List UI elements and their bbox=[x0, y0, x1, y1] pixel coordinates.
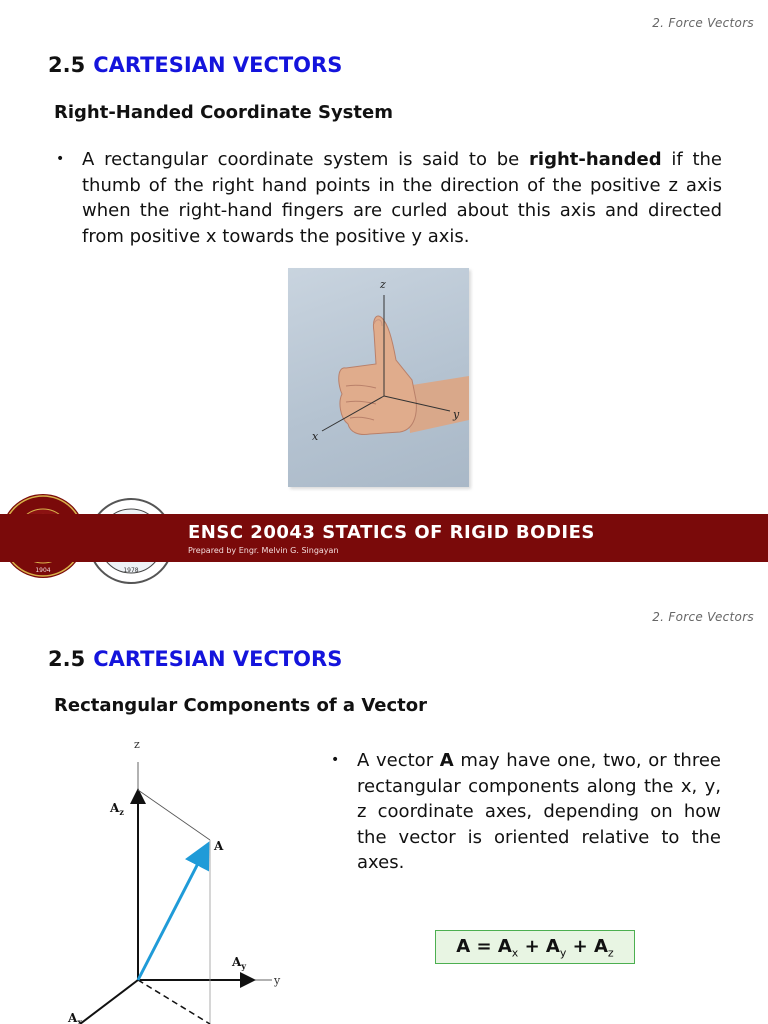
course-banner bbox=[0, 514, 768, 562]
bullet-dot-icon: • bbox=[56, 151, 65, 167]
equation-sub: z bbox=[607, 946, 614, 960]
bullet-text-2: if the thumb of the right hand points in the direction of the positive z axis when the right-hand fingers are curled about this axis and directed from positive x towards the positive y axis. bbox=[82, 149, 722, 247]
course-title: ENSC 20043 STATICS OF RIGID BODIES bbox=[188, 522, 595, 543]
axis-label-z: z bbox=[134, 738, 140, 751]
section-heading bbox=[48, 647, 342, 671]
prepared-by: Prepared by Engr. Melvin G. Singayan bbox=[188, 546, 339, 555]
chapter-label: 2. Force Vectors bbox=[652, 610, 754, 624]
equation-sub: y bbox=[559, 946, 567, 960]
axis-label-x: x bbox=[312, 430, 319, 443]
bullet-paragraph bbox=[331, 748, 721, 876]
equation-part: A = A bbox=[456, 936, 512, 957]
section-title: CARTESIAN VECTORS bbox=[93, 647, 343, 671]
bullet-bold-term: right-handed bbox=[529, 149, 662, 170]
vector-components-figure bbox=[60, 734, 300, 1024]
component-label-Az: $A_z$ bbox=[110, 801, 124, 817]
slide-rectangular-components bbox=[0, 594, 768, 1024]
seal-year: 1904 bbox=[35, 567, 51, 574]
component-label-Ax: $A_x$ bbox=[68, 1011, 83, 1024]
dept-seal-year: 1978 bbox=[123, 567, 139, 574]
bullet-dot-icon: • bbox=[331, 752, 340, 768]
equation-part: + A bbox=[566, 936, 608, 957]
axis-label-y: y bbox=[274, 974, 281, 987]
bullet-text-2: may have one, two, or three rectangular components along the x, y, z coordinate axes, depending on how the vector is oriented relative to the axes. bbox=[357, 750, 721, 873]
section-number: 2.5 bbox=[48, 53, 86, 77]
axis-label-y: y bbox=[453, 408, 460, 421]
axis-label-z: z bbox=[380, 278, 386, 291]
component-label-Ay: $A_y$ bbox=[232, 955, 246, 971]
bullet-bold-term: A bbox=[439, 750, 454, 771]
bullet-text-1: A rectangular coordinate system is said to be bbox=[82, 149, 530, 170]
section-heading bbox=[48, 53, 342, 77]
section-title: CARTESIAN VECTORS bbox=[93, 53, 343, 77]
slide-subtitle: Rectangular Components of a Vector bbox=[54, 695, 428, 716]
equation-sub: x bbox=[511, 946, 519, 960]
bullet-paragraph bbox=[56, 147, 722, 249]
right-hand-photo bbox=[288, 268, 469, 487]
chapter-label: 2. Force Vectors bbox=[652, 16, 754, 30]
vector-equation-box bbox=[435, 930, 635, 964]
vector-label-A: A bbox=[214, 839, 224, 853]
section-number: 2.5 bbox=[48, 647, 86, 671]
bullet-text-1: A vector bbox=[357, 750, 440, 771]
hand-figure-svg bbox=[288, 268, 469, 487]
equation-part: + A bbox=[518, 936, 560, 957]
slide-subtitle: Right-Handed Coordinate System bbox=[54, 102, 393, 123]
